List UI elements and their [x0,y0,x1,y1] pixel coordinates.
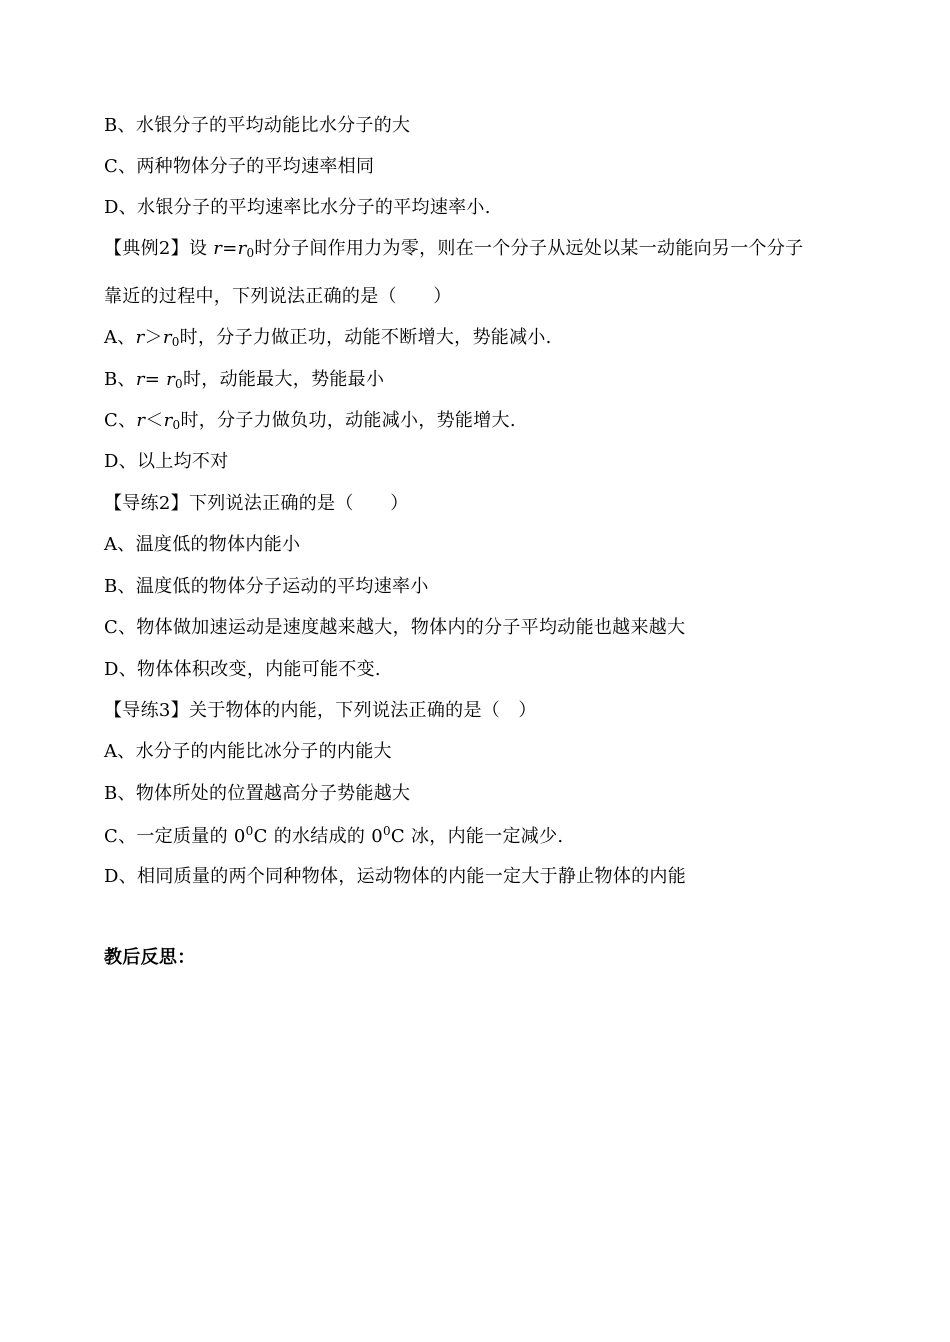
example-label: 【典例2】 [104,238,189,259]
example-2-question [104,237,803,265]
var-r0: r [237,238,247,259]
option-prefix: A、 [104,327,136,348]
question-text-post: 时分子间作用力为零，则在一个分子从远处以某一动能向另一个分子 [254,238,804,259]
option-text-post: C 冰，内能一定减少. [390,826,564,847]
superscript-zero: 0 [245,824,254,838]
equals-sign: = [222,238,238,259]
option-text: 时，动能最大，势能最小 [182,369,385,390]
var-r: r [135,327,145,348]
subscript-zero: 0 [175,377,183,391]
practice-3-option-b: B、物体所处的位置越高分子势能越大 [104,783,411,804]
option-d-line: D、水银分子的平均速率比水分子的平均速率小. [104,197,491,218]
subscript-zero: 0 [171,335,180,349]
practice-3-question: 【导练3】关于物体的内能，下列说法正确的是（ ） [104,700,537,721]
comparison-sign: ＜ [145,410,164,431]
var-r0: r [163,410,173,431]
practice-2-question: 【导练2】下列说法正确的是（ ） [104,493,409,514]
var-r: r [136,410,146,431]
option-b-line: B、水银分子的平均动能比水分子的大 [104,115,411,136]
var-r: r [213,238,223,259]
example-option-b [104,368,384,396]
option-text-pre: C、一定质量的 0 [104,826,246,847]
comparison-sign: = [144,369,167,390]
superscript-zero: 0 [382,824,391,838]
var-r: r [135,369,145,390]
example-option-a [104,326,552,354]
var-r0: r [162,327,172,348]
option-text: 时，分子力做正功，动能不断增大，势能减小. [179,327,552,348]
option-text-mid: C 的水结成的 0 [253,826,383,847]
option-prefix: B、 [104,369,136,390]
practice-2-option-a: A、温度低的物体内能小 [104,534,301,555]
practice-2-option-c: C、物体做加速运动是速度越来越大，物体内的分子平均动能也越来越大 [104,617,686,638]
subscript-zero: 0 [172,418,181,432]
question-text-pre: 设 [188,238,214,259]
comparison-sign: ＞ [144,327,163,348]
example-option-d: D、以上均不对 [104,451,229,472]
option-prefix: C、 [104,410,137,431]
practice-2-option-d: D、物体体积改变，内能可能不变. [104,659,381,680]
practice-3-option-c [104,819,563,849]
option-c-line: C、两种物体分子的平均速率相同 [104,156,375,177]
practice-3-option-d: D、相同质量的两个同种物体，运动物体的内能一定大于静止物体的内能 [104,866,687,887]
example-2-question-cont: 靠近的过程中，下列说法正确的是（ ） [104,286,452,307]
var-r0: r [166,369,176,390]
practice-3-option-a: A、水分子的内能比冰分子的内能大 [104,741,392,762]
example-option-c [104,409,516,437]
teaching-reflection-heading: 教后反思： [104,947,196,968]
subscript-zero: 0 [246,246,255,260]
option-text: 时，分子力做负功，动能减小，势能增大. [180,410,516,431]
practice-2-option-b: B、温度低的物体分子运动的平均速率小 [104,576,429,597]
